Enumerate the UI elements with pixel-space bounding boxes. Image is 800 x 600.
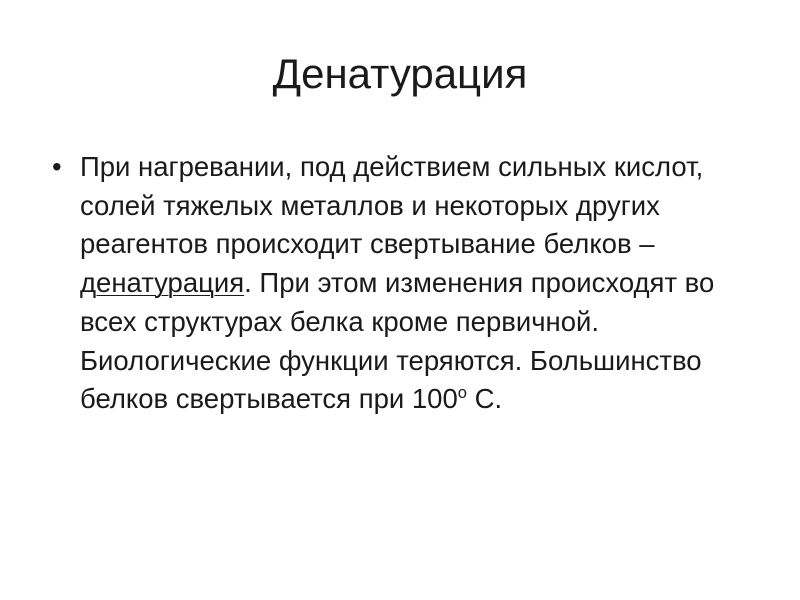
bullet-list (50, 148, 770, 419)
denaturation-term: денатурация (80, 267, 245, 299)
bullet-text-continuation: . При этом изменения происходят во всех структурах белка кроме первичной. Биологические функции теряются. Большинство белков свертывается при 100 (80, 267, 715, 415)
degree-superscript: o (457, 384, 467, 403)
slide-title: Денатурация (272, 50, 528, 97)
bullet-marker: • (52, 151, 62, 182)
bullet-item (50, 148, 770, 419)
bullet-text-intro: При нагревании, под действием сильных кислот, солей тяжелых металлов и некоторых других реагентов происходит свертывание белков – (80, 151, 704, 260)
unit-text: С. (466, 383, 503, 415)
